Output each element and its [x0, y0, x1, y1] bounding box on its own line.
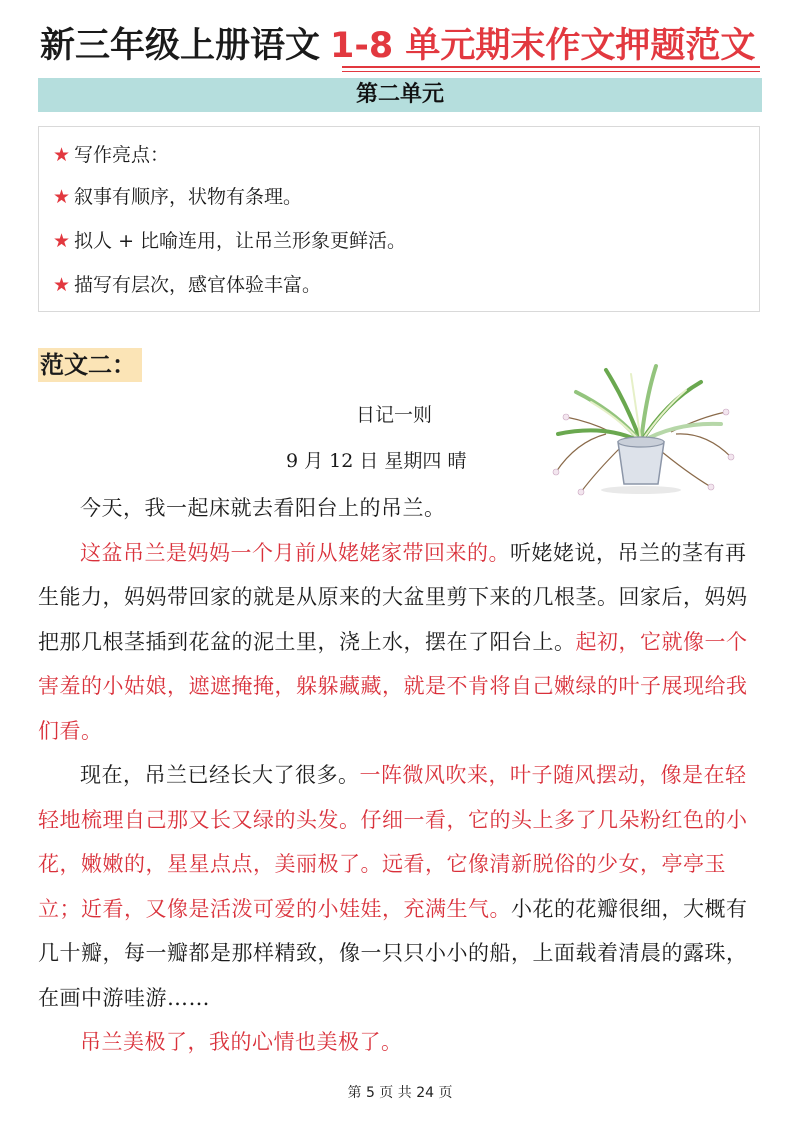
star-icon: ★ — [53, 144, 71, 166]
star-icon: ★ — [53, 230, 71, 252]
highlight-item: ★ 描写有层次，感官体验丰富。 — [53, 274, 322, 296]
paragraph: 今天，我一起床就去看阳台上的吊兰。 — [80, 496, 446, 520]
star-icon: ★ — [53, 274, 71, 296]
page-number: 第 5 页 共 24 页 — [347, 1085, 453, 1101]
unit-title: 第二单元 — [355, 82, 444, 107]
highlight-item: ★ 叙事有顺序，状物有条理。 — [53, 186, 303, 208]
highlight-item: ★ 拟人 + 比喻连用，让吊兰形象更鲜活。 — [53, 230, 407, 252]
paragraph: 这盆吊兰是妈妈一个月前从姥姥家带回来的。听姥姥说，吊兰的茎有再生能力，妈妈带回家的就是从原来的大盆里剪下来的几根茎。回家后，妈妈把那几根茎插到花盆的泥土里，浇上水，摆在了阳台上。起初，它就像一个害羞的小姑娘，遮遮掩掩，躲躲藏藏，就是不肯将自己嫩绿的叶子展现给我们看。 — [38, 540, 748, 743]
title-underline-thin — [342, 71, 760, 72]
essay-date: 9 月 12 日 星期四 晴 — [286, 450, 467, 472]
essay-title: 日记一则 — [356, 404, 433, 426]
star-icon: ★ — [53, 186, 71, 208]
highlights-box — [38, 126, 760, 312]
paragraph: 吊兰美极了，我的心情也美极了。 — [80, 1030, 403, 1054]
essay-body — [38, 486, 766, 1065]
paragraph: 现在，吊兰已经长大了很多。一阵微风吹来，叶子随风摆动，像是在轻轻地梳理自己那又长又绿的头发。仔细一看，它的头上多了几朵粉红色的小花，嫩嫩的，星星点点，美丽极了。远看，它像清新脱俗的少女，亭亭玉立；近看，又像是活泼可爱的小娃娃，充满生气。小花的花瓣很细，大概有几十瓣，每一瓣都是那样精致，像一只只小小的船，上面载着清晨的露珠，在画中游哇游…… — [38, 763, 748, 1010]
title-grade: 新三年级上册语文 — [40, 26, 321, 66]
unit-banner — [38, 78, 762, 112]
title-underline — [342, 66, 760, 68]
title-topic: 1-8 单元期末作文押题范文 — [330, 26, 756, 66]
sample-label: 范文二： — [38, 348, 142, 382]
highlight-heading: ★ 写作亮点： — [53, 144, 170, 166]
spider-plant-icon — [536, 362, 746, 502]
